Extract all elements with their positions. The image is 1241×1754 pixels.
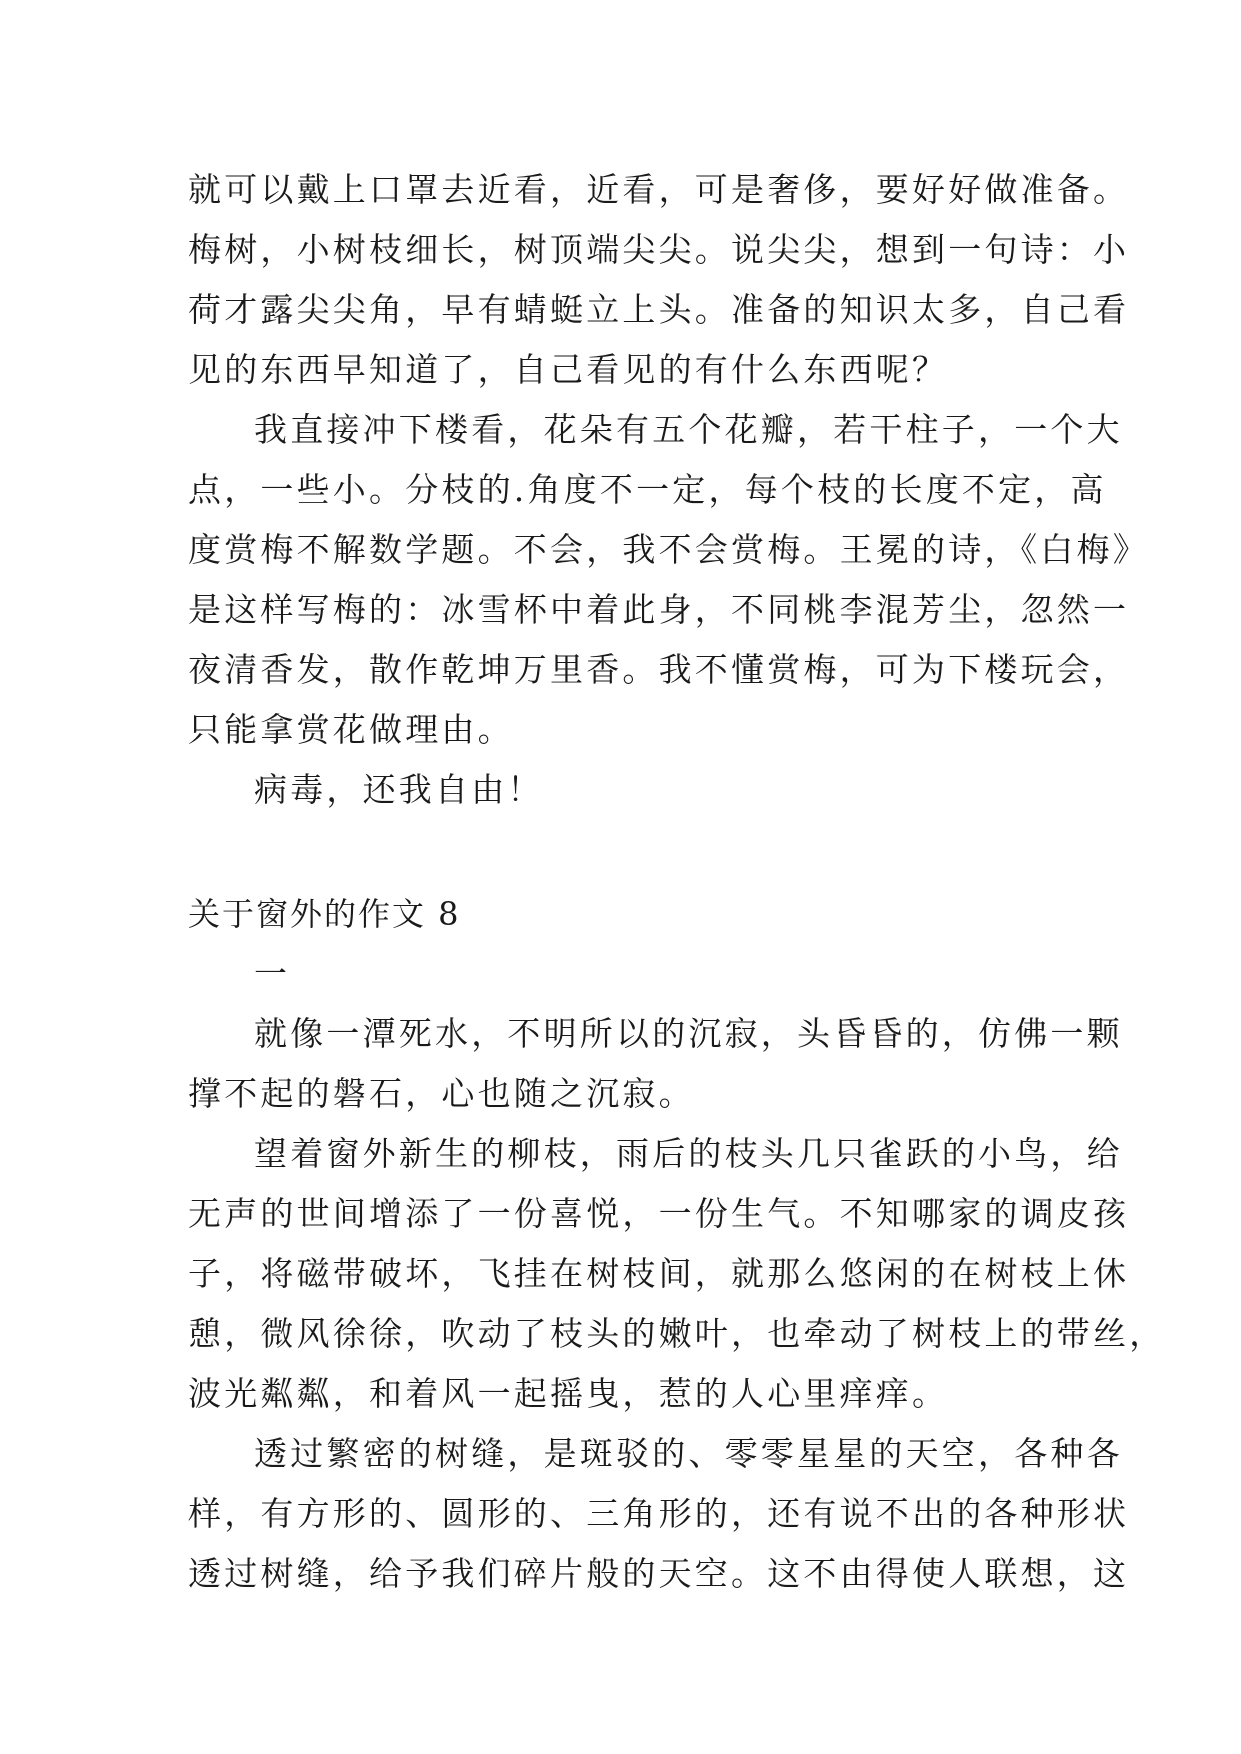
paragraph-start: 病毒，还我自由！ xyxy=(254,770,544,809)
text-line: 无声的世间增添了一份喜悦，一份生气。不知哪家的调皮孩 xyxy=(188,1194,1130,1233)
text-line: 就可以戴上口罩去近看，近看，可是奢侈，要好好做准备。 xyxy=(188,170,1130,209)
text-line: 夜清香发，散作乾坤万里香。我不懂赏梅，可为下楼玩会， xyxy=(188,650,1130,689)
document-body xyxy=(188,160,1166,1604)
text-line: 梅树，小树枝细长，树顶端尖尖。说尖尖，想到一句诗：小 xyxy=(188,230,1130,269)
paragraph-start: 望着窗外新生的柳枝，雨后的枝头几只雀跃的小鸟，给 xyxy=(254,1134,1123,1173)
paragraph-start: 我直接冲下楼看，花朵有五个花瓣，若干柱子，一个大 xyxy=(254,410,1123,449)
section-gap xyxy=(188,820,1068,884)
text-line: 憩，微风徐徐，吹动了枝头的嫩叶，也牵动了树枝上的带丝， xyxy=(188,1314,1166,1353)
text-line: 波光粼粼，和着风一起摇曳，惹的人心里痒痒。 xyxy=(188,1374,949,1413)
text-line: 撑不起的磐石，心也随之沉寂。 xyxy=(188,1074,695,1113)
text-line: 透过树缝，给予我们碎片般的天空。这不由得使人联想，这 xyxy=(188,1554,1130,1593)
text-line: 只能拿赏花做理由。 xyxy=(188,710,514,749)
text-line: 点，一些小。分枝的.角度不一定，每个枝的长度不定，高 xyxy=(188,470,1107,509)
text-line: 度赏梅不解数学题。不会，我不会赏梅。王冕的诗，《白梅》 xyxy=(188,530,1149,569)
paragraph-start: 就像一潭死水，不明所以的沉寂，头昏昏的，仿佛一颗 xyxy=(254,1014,1123,1053)
text-line: 荷才露尖尖角，早有蜻蜓立上头。准备的知识太多，自己看 xyxy=(188,290,1130,329)
text-line: 见的东西早知道了，自己看见的有什么东西呢？ xyxy=(188,350,949,389)
paragraph-start: 透过繁密的树缝，是斑驳的、零零星星的天空，各种各 xyxy=(254,1434,1123,1473)
text-line: 是这样写梅的：冰雪杯中着此身，不同桃李混芳尘，忽然一 xyxy=(188,590,1130,629)
text-line: 子，将磁带破坏，飞挂在树枝间，就那么悠闲的在树枝上休 xyxy=(188,1254,1130,1293)
section-number: 一 xyxy=(254,954,291,993)
section-heading: 关于窗外的作文 8 xyxy=(188,895,461,933)
text-line: 样，有方形的、圆形的、三角形的，还有说不出的各种形状 xyxy=(188,1494,1130,1533)
